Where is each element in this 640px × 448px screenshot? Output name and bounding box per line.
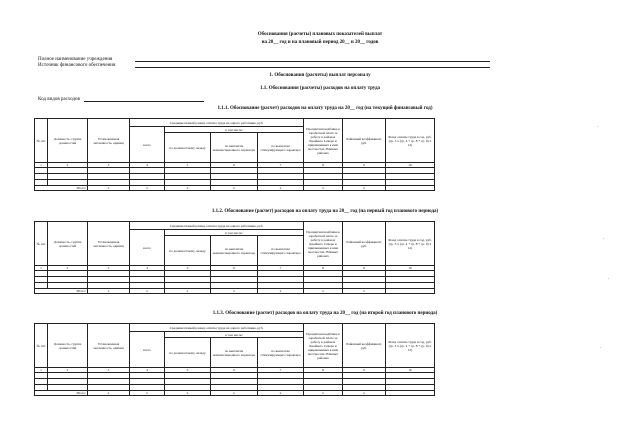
column-number: 9 xyxy=(343,163,386,168)
col-total-header: всего xyxy=(130,127,165,163)
institution-label: Полное наименование учреждения xyxy=(38,57,113,62)
col-staff-header: Установленная численность, единиц xyxy=(88,119,130,163)
total-mark: x xyxy=(88,289,130,294)
column-number: 10 xyxy=(386,368,435,373)
col-comp-header: по выплатам компенсационного характера xyxy=(211,338,258,368)
col-total-header: всего xyxy=(130,332,165,368)
column-number: 5 xyxy=(165,266,211,271)
total-mark: x xyxy=(211,289,258,294)
table-2-title: 1.1.2. Обоснование (расчет) расходов на оплату труда на 20__ год (на первый год планового периода) xyxy=(211,209,439,214)
column-number: 9 xyxy=(343,368,386,373)
total-mark: x xyxy=(211,186,258,191)
col-stim-header: по выплатам стимулирующего характера xyxy=(258,236,304,266)
col-staff-header: Установленная численность, единиц xyxy=(88,324,130,368)
col-regional-header: Районный коэффициент, руб. xyxy=(343,324,386,368)
funding-source-label: Источник финансового обеспечения xyxy=(38,63,116,68)
total-mark: x xyxy=(304,289,343,294)
column-number: 6 xyxy=(211,163,258,168)
column-number: 4 xyxy=(130,266,165,271)
col-regional-header: Районный коэффициент, руб. xyxy=(343,222,386,266)
col-north-bonus-header: Процентная надбавка к заработной плате за работу в районах Крайнего Севера и приравненных к ним местностях, Южных районах xyxy=(304,222,343,266)
col-comp-header: по выплатам компенсационного характера xyxy=(211,133,258,163)
column-number: 2 xyxy=(48,163,88,168)
total-value xyxy=(386,391,435,396)
document-title-line2: на 20__ год и на плановый период 20__ и 20__ годов xyxy=(261,40,379,45)
col-by-salary-header: по должностному окладу xyxy=(165,133,211,163)
column-number: 8 xyxy=(304,368,343,373)
column-number: 8 xyxy=(304,163,343,168)
total-value xyxy=(386,186,435,191)
total-label: Итого: xyxy=(35,289,88,294)
column-number: 7 xyxy=(258,266,304,271)
column-number: 9 xyxy=(343,266,386,271)
column-number: 3 xyxy=(88,266,130,271)
col-including-header: в том числе: xyxy=(165,127,304,133)
total-mark: x xyxy=(130,186,165,191)
total-mark: x xyxy=(343,391,386,396)
salary-table-3 xyxy=(34,323,435,396)
total-row xyxy=(35,289,435,294)
scan-speck xyxy=(600,347,601,348)
table-1-title: 1.1.1. Обоснование (расчет) расходов на оплату труда на 20__ год (на текущий финансовый год) xyxy=(217,106,433,111)
column-number: 3 xyxy=(88,368,130,373)
col-position-header: Должность, группа должностей xyxy=(48,222,88,266)
total-row xyxy=(35,186,435,191)
column-number: 3 xyxy=(88,163,130,168)
total-mark: x xyxy=(165,289,211,294)
total-row xyxy=(35,391,435,396)
total-mark: x xyxy=(165,391,211,396)
col-avg-salary-header: Среднемесячный размер оплаты труда на одного работника, руб. xyxy=(130,324,304,332)
col-num-header: № п/п xyxy=(35,324,48,368)
column-number: 1 xyxy=(35,368,48,373)
column-number: 8 xyxy=(304,266,343,271)
total-mark: x xyxy=(304,391,343,396)
col-staff-header: Установленная численность, единиц xyxy=(88,222,130,266)
col-by-salary-header: по должностному окладу xyxy=(165,338,211,368)
col-position-header: Должность, группа должностей xyxy=(48,324,88,368)
total-mark: x xyxy=(130,289,165,294)
column-number: 5 xyxy=(165,163,211,168)
col-stim-header: по выплатам стимулирующего характера xyxy=(258,133,304,163)
total-mark: x xyxy=(343,289,386,294)
section-subtitle: 1.1. Обоснования (расчеты) расходов на оплату труда xyxy=(259,86,381,91)
total-label: Итого: xyxy=(35,391,88,396)
total-mark: x xyxy=(88,391,130,396)
column-number: 2 xyxy=(48,368,88,373)
col-num-header: № п/п xyxy=(35,119,48,163)
col-stim-header: по выплатам стимулирующего характера xyxy=(258,338,304,368)
scan-speck xyxy=(597,126,598,127)
col-by-salary-header: по должностному окладу xyxy=(165,236,211,266)
col-fund-header: Фонд оплаты труда в год, руб. (гр. 3 х (гр. 4 + гр. 8 + гр. 9) х 12) xyxy=(386,324,435,368)
salary-table-1 xyxy=(34,118,435,191)
total-label: Итого: xyxy=(35,186,88,191)
column-number: 2 xyxy=(48,266,88,271)
column-number: 10 xyxy=(386,163,435,168)
document-title-line1: Обоснования (расчеты) плановых показателей выплат xyxy=(257,32,383,37)
institution-value-line xyxy=(135,61,490,62)
total-mark: x xyxy=(258,289,304,294)
expense-code-label: Код видов расходов xyxy=(38,97,80,102)
col-comp-header: по выплатам компенсационного характера xyxy=(211,236,258,266)
col-fund-header: Фонд оплаты труда в год, руб. (гр. 3 х (гр. 4 + гр. 8 + гр. 9) х 12) xyxy=(386,222,435,266)
total-mark: x xyxy=(343,186,386,191)
total-value xyxy=(386,289,435,294)
column-number: 5 xyxy=(165,368,211,373)
total-mark: x xyxy=(130,391,165,396)
column-number: 1 xyxy=(35,163,48,168)
column-number: 6 xyxy=(211,266,258,271)
col-north-bonus-header: Процентная надбавка к заработной плате за работу в районах Крайнего Севера и приравненных к ним местностях, Южных районах xyxy=(304,119,343,163)
col-avg-salary-header: Среднемесячный размер оплаты труда на одного работника, руб. xyxy=(130,119,304,127)
expense-code-value-line xyxy=(84,101,204,102)
total-mark: x xyxy=(258,391,304,396)
col-including-header: в том числе: xyxy=(165,230,304,236)
total-mark: x xyxy=(258,186,304,191)
section-title: 1. Обоснования (расчеты) выплат персоналу xyxy=(269,73,371,78)
column-number: 1 xyxy=(35,266,48,271)
column-number: 4 xyxy=(130,163,165,168)
total-mark: x xyxy=(211,391,258,396)
column-number: 10 xyxy=(386,266,435,271)
scan-speck xyxy=(608,278,609,279)
total-mark: x xyxy=(165,186,211,191)
col-avg-salary-header: Среднемесячный размер оплаты труда на одного работника, руб. xyxy=(130,222,304,230)
col-regional-header: Районный коэффициент, руб. xyxy=(343,119,386,163)
salary-table-2 xyxy=(34,221,435,294)
table-3-title: 1.1.3. Обоснование (расчет) расходов на оплату труда на 20__ год (на второй год планового периода) xyxy=(212,311,438,316)
col-including-header: в том числе: xyxy=(165,332,304,338)
column-number: 4 xyxy=(130,368,165,373)
column-number: 7 xyxy=(258,163,304,168)
column-number: 6 xyxy=(211,368,258,373)
total-mark: x xyxy=(304,186,343,191)
col-fund-header: Фонд оплаты труда в год, руб. (гр. 3 х (гр. 4 + гр. 8 + гр. 9) х 12) xyxy=(386,119,435,163)
col-num-header: № п/п xyxy=(35,222,48,266)
funding-source-value-line xyxy=(135,67,490,68)
column-number: 7 xyxy=(258,368,304,373)
col-total-header: всего xyxy=(130,230,165,266)
scan-speck xyxy=(603,238,604,239)
total-mark: x xyxy=(88,186,130,191)
col-position-header: Должность, группа должностей xyxy=(48,119,88,163)
col-north-bonus-header: Процентная надбавка к заработной плате за работу в районах Крайнего Севера и приравненных к ним местностях, Южных районах xyxy=(304,324,343,368)
